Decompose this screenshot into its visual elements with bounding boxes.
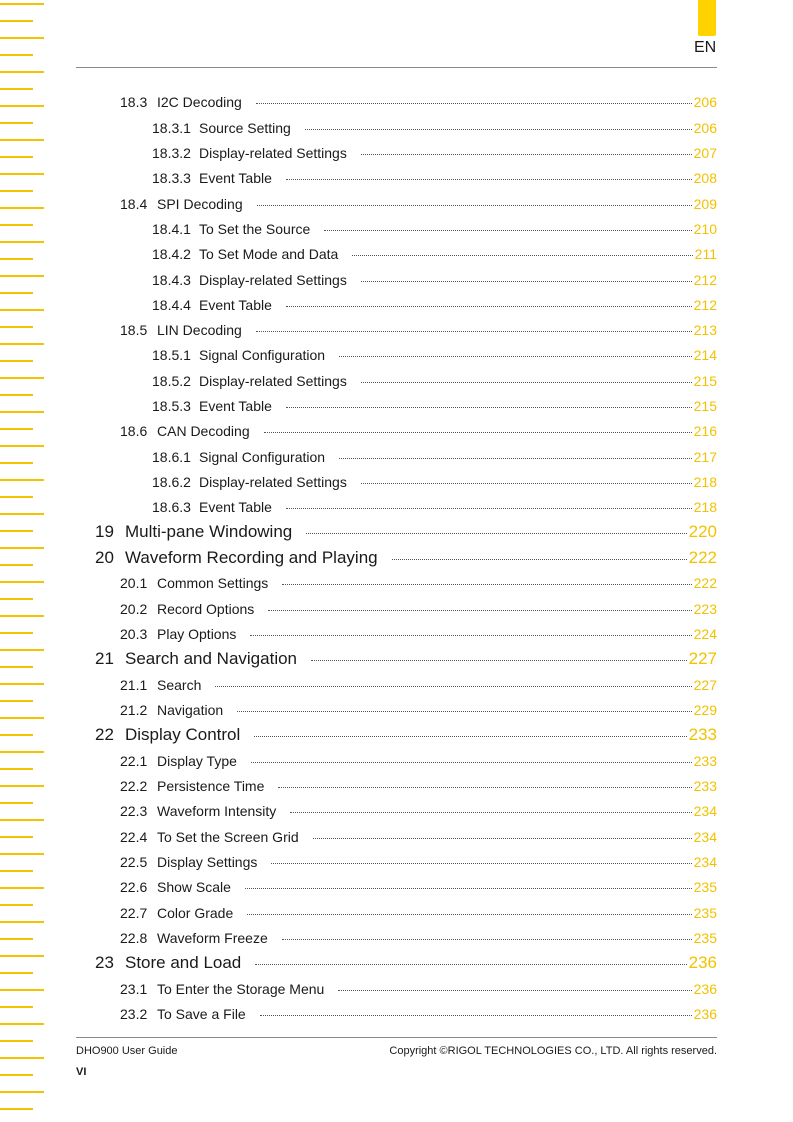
toc-dot-leader [215,686,691,687]
toc-entry-number: 18.3.2 [152,145,191,161]
toc-entry-page[interactable]: 234 [693,803,717,819]
toc-entry[interactable] [120,601,717,621]
ruler-stripe [0,139,44,141]
toc-entry-page[interactable]: 235 [693,879,717,895]
toc-entry-title[interactable]: Source Setting [199,120,291,136]
toc-entry-page[interactable]: 222 [693,575,717,591]
toc-entry[interactable] [95,953,717,975]
toc-entry[interactable] [120,196,717,216]
ruler-stripe [0,819,44,821]
toc-entry[interactable] [152,373,717,393]
toc-entry-page[interactable]: 233 [693,778,717,794]
toc-dot-leader [361,281,692,282]
ruler-stripe [0,258,33,260]
toc-dot-leader [313,838,692,839]
toc-dot-leader [286,179,692,180]
toc-dot-leader [286,407,692,408]
toc-dot-leader [361,154,692,155]
toc-entry-page[interactable]: 223 [693,601,717,617]
language-code: EN [694,39,717,56]
toc-dot-leader [339,458,692,459]
ruler-stripe [0,836,33,838]
toc-entry-title[interactable]: Common Settings [157,575,269,591]
toc-entry-title[interactable]: To Set Mode and Data [199,246,339,262]
ruler-stripe [0,37,44,39]
toc-entry[interactable] [152,272,717,292]
toc-entry-page[interactable]: 215 [693,398,717,414]
toc-dot-leader [339,356,692,357]
ruler-stripe [0,972,33,974]
toc-entry-number: 18.3.3 [152,170,191,186]
toc-entry-number: 20.2 [120,601,148,617]
toc-dot-leader [282,584,691,585]
ruler-stripe [0,1023,44,1025]
toc-entry-number: 23.2 [120,1006,148,1022]
toc-entry-title[interactable]: Signal Configuration [199,347,326,363]
toc-entry[interactable] [120,778,717,798]
ruler-stripe [0,326,33,328]
ruler-stripe [0,1006,33,1008]
toc-dot-leader [311,660,687,661]
ruler-stripe [0,921,44,923]
ruler-stripe [0,156,33,158]
footer-divider [76,1037,717,1038]
ruler-stripe [0,462,33,464]
toc-entry-number: 18.6.1 [152,449,191,465]
toc-entry[interactable] [152,120,717,140]
toc-entry-title[interactable]: Event Table [199,170,272,186]
toc-entry[interactable] [120,803,717,823]
ruler-stripe [0,751,44,753]
toc-entry-page[interactable]: 206 [693,120,717,136]
ruler-stripe [0,3,44,5]
ruler-stripe [0,1040,33,1042]
toc-entry-title[interactable]: Display Control [125,725,241,744]
toc-dot-leader [257,205,692,206]
toc-entry[interactable] [152,170,717,190]
toc-entry-page[interactable]: 217 [693,449,717,465]
toc-entry[interactable] [152,145,717,165]
toc-entry-page[interactable]: 214 [693,347,717,363]
ruler-stripe [0,598,33,600]
toc-entry[interactable] [120,94,717,114]
toc-entry[interactable] [152,221,717,241]
toc-entry-page[interactable]: 227 [688,649,717,668]
toc-entry-title[interactable]: Display Type [157,753,237,769]
toc-dot-leader [361,382,692,383]
toc-entry-number: 18.6.3 [152,499,191,515]
toc-entry-number: 21 [95,649,114,668]
toc-dot-leader [256,331,692,332]
toc-entry-number: 22.5 [120,854,148,870]
toc-dot-leader [324,230,691,231]
ruler-stripe [0,292,33,294]
toc-dot-leader [250,635,691,636]
toc-entry-page[interactable]: 218 [693,499,717,515]
toc-entry-page[interactable]: 236 [693,1006,717,1022]
page-number: VI [76,1066,87,1078]
toc-entry-title[interactable]: Event Table [199,499,272,515]
toc-entry-number: 18.6.2 [152,474,191,490]
ruler-stripe [0,411,44,413]
toc-entry[interactable] [120,930,717,950]
toc-entry-title[interactable]: Display-related Settings [199,272,347,288]
toc-entry-page[interactable]: 229 [693,702,717,718]
toc-entry[interactable] [120,854,717,874]
toc-dot-leader [245,888,692,889]
ruler-stripe [0,20,33,22]
toc-entry-page[interactable]: 220 [688,522,717,541]
ruler-stripe [0,479,44,481]
toc-entry-title[interactable]: Display-related Settings [199,474,347,490]
ruler-stripes [0,0,46,1122]
toc-entry-number: 23.1 [120,981,148,997]
toc-entry-page[interactable]: 235 [693,905,717,921]
toc-entry-page[interactable]: 206 [693,94,717,110]
toc-entry-page[interactable]: 210 [693,221,717,237]
toc-entry[interactable] [120,626,717,646]
ruler-stripe [0,224,33,226]
toc-entry-page[interactable]: 234 [693,854,717,870]
toc-entry-title[interactable]: Persistence Time [157,778,265,794]
toc-entry-title[interactable]: Color Grade [157,905,234,921]
toc-entry-title[interactable]: Waveform Intensity [157,803,277,819]
toc-entry[interactable] [120,981,717,1001]
ruler-stripe [0,105,44,107]
language-tab-marker [698,0,716,36]
toc-entry[interactable] [152,449,717,469]
toc-entry-title[interactable]: Signal Configuration [199,449,326,465]
ruler-stripe [0,955,44,957]
toc-entry-number: 22.4 [120,829,148,845]
toc-entry-page[interactable]: 227 [693,677,717,693]
toc-entry-title[interactable]: Search [157,677,202,693]
ruler-stripe [0,938,33,940]
ruler-stripe [0,887,44,889]
footer-document-title: DHO900 User Guide [76,1045,178,1057]
ruler-stripe [0,1091,44,1093]
toc-entry-number: 18.4.4 [152,297,191,313]
toc-dot-leader [306,533,686,534]
ruler-stripe [0,1057,44,1059]
toc-dot-leader [338,990,691,991]
toc-entry-number: 21.2 [120,702,148,718]
toc-entry-number: 22.8 [120,930,148,946]
ruler-stripe [0,309,44,311]
toc-entry-number: 23 [95,953,114,972]
toc-entry-title[interactable]: CAN Decoding [157,423,250,439]
toc-entry-number: 18.4 [120,196,148,212]
toc-dot-leader [305,129,692,130]
ruler-stripe [0,207,44,209]
ruler-stripe [0,394,33,396]
toc-entry[interactable] [120,829,717,849]
toc-entry-title[interactable]: To Enter the Storage Menu [157,981,325,997]
toc-entry-number: 18.6 [120,423,148,439]
ruler-stripe [0,547,44,549]
toc-entry-number: 20.3 [120,626,148,642]
toc-dot-leader [264,432,692,433]
ruler-stripe [0,564,33,566]
ruler-stripe [0,173,44,175]
toc-entry-page[interactable]: 234 [693,829,717,845]
toc-entry-page[interactable]: 207 [693,145,717,161]
toc-entry-title[interactable]: Navigation [157,702,224,718]
ruler-stripe [0,870,33,872]
ruler-stripe [0,581,44,583]
ruler-stripe [0,989,44,991]
footer-copyright: Copyright ©RIGOL TECHNOLOGIES CO., LTD. All rights reserved. [389,1045,717,1057]
toc-dot-leader [237,711,691,712]
toc-entry-title[interactable]: Waveform Freeze [157,930,268,946]
toc-entry-page[interactable]: 236 [688,953,717,972]
toc-entry-title[interactable]: Multi-pane Windowing [125,522,293,541]
toc-entry-number: 18.5.1 [152,347,191,363]
toc-entry-title[interactable]: Record Options [157,601,255,617]
toc-entry-title[interactable]: Event Table [199,297,272,313]
toc-entry[interactable] [152,246,717,266]
toc-entry[interactable] [152,474,717,494]
toc-entry-page[interactable]: 215 [693,373,717,389]
toc-entry-title[interactable]: To Set the Screen Grid [157,829,299,845]
ruler-stripe [0,666,33,668]
toc-entry[interactable] [120,322,717,342]
toc-entry-number: 18.5.3 [152,398,191,414]
toc-entry-number: 22.3 [120,803,148,819]
toc-entry-page[interactable]: 235 [693,930,717,946]
ruler-stripe [0,785,44,787]
toc-entry-page[interactable]: 212 [693,272,717,288]
toc-dot-leader [271,863,691,864]
toc-dot-leader [286,508,692,509]
toc-entry[interactable] [152,347,717,367]
toc-entry-number: 18.4.1 [152,221,191,237]
ruler-stripe [0,377,44,379]
toc-entry[interactable] [120,1006,717,1026]
toc-dot-leader [251,762,692,763]
toc-dot-leader [260,1015,692,1016]
ruler-stripe [0,615,44,617]
toc-entry-number: 18.5.2 [152,373,191,389]
toc-entry[interactable] [152,398,717,418]
toc-dot-leader [278,787,691,788]
toc-dot-leader [290,812,691,813]
toc-entry-page[interactable]: 222 [688,548,717,567]
toc-entry[interactable] [95,649,717,671]
toc-entry-title[interactable]: To Set the Source [199,221,311,237]
toc-entry-number: 22.1 [120,753,148,769]
toc-entry-number: 19 [95,522,114,541]
toc-entry-title[interactable]: Display Settings [157,854,258,870]
toc-entry[interactable] [95,522,717,544]
toc-entry-number: 20 [95,548,114,567]
ruler-stripe [0,445,44,447]
toc-entry-page[interactable]: 212 [693,297,717,313]
ruler-stripe [0,88,33,90]
toc-entry-number: 22.2 [120,778,148,794]
toc-entry[interactable] [120,575,717,595]
toc-entry-number: 18.3 [120,94,148,110]
toc-entry-number: 21.1 [120,677,148,693]
toc-entry-number: 22 [95,725,114,744]
toc-entry-title[interactable]: LIN Decoding [157,322,242,338]
toc-entry[interactable] [120,702,717,722]
toc-dot-leader [256,103,692,104]
toc-entry[interactable] [152,297,717,317]
ruler-stripe [0,360,33,362]
ruler-stripe [0,717,44,719]
ruler-stripe [0,802,33,804]
toc-entry-page[interactable]: 233 [688,725,717,744]
toc-entry[interactable] [120,423,717,443]
ruler-stripe [0,513,44,515]
toc-entry-title[interactable]: I2C Decoding [157,94,242,110]
toc-entry[interactable] [120,677,717,697]
ruler-stripe [0,768,33,770]
ruler-stripe [0,649,44,651]
toc-entry-page[interactable]: 216 [693,423,717,439]
toc-entry-number: 20.1 [120,575,148,591]
toc-entry-title[interactable]: To Save a File [157,1006,246,1022]
ruler-stripe [0,190,33,192]
ruler-stripe [0,683,44,685]
toc-entry-title[interactable]: Store and Load [125,953,242,972]
toc-dot-leader [255,964,686,965]
toc-entry[interactable] [120,753,717,773]
toc-entry-title[interactable]: Waveform Recording and Playing [125,548,378,567]
toc-entry-title[interactable]: Display-related Settings [199,373,347,389]
ruler-stripe [0,1108,33,1110]
toc-dot-leader [254,736,686,737]
toc-entry-title[interactable]: Search and Navigation [125,649,298,668]
toc-entry-title[interactable]: Display-related Settings [199,145,347,161]
ruler-stripe [0,1074,33,1076]
ruler-stripe [0,632,33,634]
toc-entry[interactable] [95,548,717,570]
ruler-stripe [0,428,33,430]
toc-entry-number: 22.6 [120,879,148,895]
ruler-stripe [0,241,44,243]
toc-entry-number: 18.5 [120,322,148,338]
ruler-stripe [0,275,44,277]
toc-entry-title[interactable]: SPI Decoding [157,196,243,212]
toc-entry-number: 18.4.3 [152,272,191,288]
toc-entry-number: 22.7 [120,905,148,921]
toc-dot-leader [247,914,691,915]
ruler-stripe [0,122,33,124]
ruler-stripe [0,54,33,56]
toc-dot-leader [282,939,692,940]
toc-dot-leader [361,483,692,484]
toc-entry-title[interactable]: Play Options [157,626,237,642]
toc-entry-number: 18.3.1 [152,120,191,136]
ruler-stripe [0,343,44,345]
ruler-stripe [0,853,44,855]
toc-entry-page[interactable]: 213 [693,322,717,338]
ruler-stripe [0,530,33,532]
toc-dot-leader [286,306,692,307]
toc-dot-leader [268,610,691,611]
toc-entry-title[interactable]: Event Table [199,398,272,414]
header-divider [76,67,717,68]
toc-entry-title[interactable]: Show Scale [157,879,231,895]
toc-entry-page[interactable]: 208 [693,170,717,186]
toc-entry[interactable] [120,879,717,899]
toc-entry-page[interactable]: 211 [694,246,717,262]
toc-dot-leader [392,559,687,560]
toc-entry-page[interactable]: 236 [693,981,717,997]
toc-entry-page[interactable]: 224 [693,626,717,642]
toc-entry[interactable] [152,499,717,519]
toc-entry-page[interactable]: 209 [693,196,717,212]
toc-entry-page[interactable]: 218 [693,474,717,490]
ruler-stripe [0,904,33,906]
ruler-stripe [0,496,33,498]
ruler-stripe [0,71,44,73]
toc-dot-leader [352,255,692,256]
toc-entry[interactable] [95,725,717,747]
toc-entry[interactable] [120,905,717,925]
ruler-stripe [0,734,33,736]
toc-entry-number: 18.4.2 [152,246,191,262]
toc-entry-page[interactable]: 233 [693,753,717,769]
ruler-stripe [0,700,33,702]
